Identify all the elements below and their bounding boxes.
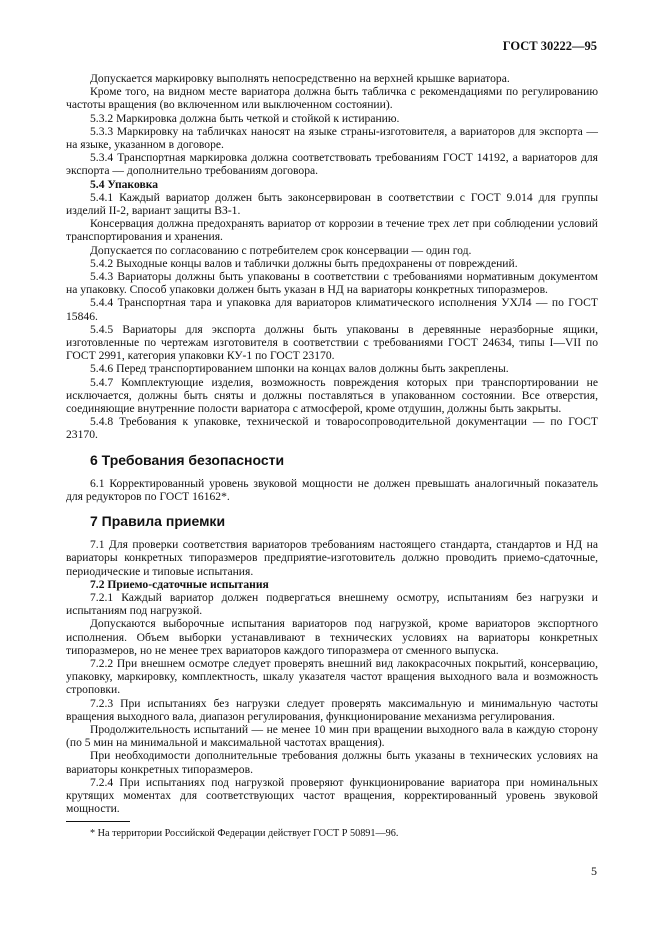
paragraph: 7.1 Для проверки соответствия вариаторов требованиям настоящего стандарта, стандартов и НД на вариаторы конкретных типоразмеров предприятие-изготовитель должно проводить приемо-сдаточные, периодические и типовые испытания. (66, 538, 598, 578)
paragraph: 7.2.1 Каждый вариатор должен подвергаться внешнему осмотру, испытаниям без нагрузки и испытаниям под нагрузкой. (66, 590, 598, 618)
paragraph: 5.4.6 Перед транспортированием шпонки на концах валов должны быть закреплены. (90, 362, 509, 376)
footnote: * На территории Российской Федерации действует ГОСТ Р 50891—96. (90, 828, 399, 840)
paragraph: 6.1 Корректированный уровень звуковой мощности не должен превышать аналогичный показатель для редукторов по ГОСТ 16162*. (66, 476, 598, 503)
paragraph: Продолжительность испытаний — не менее 10 мин при вращении выходного вала в каждую сторону (по 5 мин на минимальной и максимальной частотах вращения). (66, 722, 598, 750)
paragraph: 5.4.3 Вариаторы должны быть упакованы в соответствии с требованиями нормативным документом на упаковку. Способ упаковки должен быть указан в НД на вариаторы конкретных типоразмеров. (66, 270, 598, 297)
subsection-heading: 5.4 Упаковка (90, 177, 159, 191)
paragraph: Допускается маркировку выполнять непосредственно на верхней крышке вариатора. (90, 72, 510, 85)
section-heading: 6 Требования безопасности (90, 451, 285, 468)
paragraph: 5.4.1 Каждый вариатор должен быть законсервирован в соответствии с ГОСТ 9.014 для группы изделий II-2, вариант защиты ВЗ-1. (66, 190, 598, 218)
paragraph: 7.2.4 При испытаниях под нагрузкой проверяют функционирование вариатора при номинальных крутящих моментах для соответствующих частот вращения, корректированный уровень звуковой мощности. (66, 775, 598, 816)
paragraph: Допускается по согласованию с потребителем срок консервации — один год. (90, 243, 472, 257)
paragraph: 5.4.4 Транспортная тара и упаковка для вариаторов климатического исполнения УХЛ4 — по ГОСТ 15846. (66, 296, 598, 323)
paragraph: 5.4.8 Требования к упаковке, технической и товаросопроводительной документации — по ГОСТ 23170. (66, 415, 598, 442)
paragraph: 5.3.4 Транспортная маркировка должна соответствовать требованиям ГОСТ 14192, а вариаторов для экспорта — дополнительно требованиям договора. (66, 151, 598, 178)
paragraph: При необходимости дополнительные требования должны быть указаны в технических условиях на вариаторы конкретных типоразмеров. (66, 749, 598, 776)
paragraph: 5.4.5 Вариаторы для экспорта должны быть упакованы в деревянные неразборные ящики, изготовленные по чертежам изготовителя в соответствии с требованиями ГОСТ 24634, типы I—VII по ГОСТ 2991, категория упаковки КУ-1 по ГОСТ 23170. (66, 322, 598, 363)
paragraph: 5.4.7 Комплектующие изделия, возможность повреждения которых при транспортировании не исключается, должны быть сняты и должны поставляться в упакованном состоянии. Все отверстия, соединяющие внутренние полости вариатора с атмосферой, кроме отдушин, должны быть закрыты. (66, 375, 598, 416)
section-heading: 7 Правила приемки (90, 513, 226, 530)
paragraph: 7.2.3 При испытаниях без нагрузки следует проверять максимальную и минимальную частоты вращения выходного вала, диапазон регулирования, функционирование механизма регулирования. (66, 696, 598, 723)
paragraph: 7.2.2 При внешнем осмотре следует проверять внешний вид лакокрасочных покрытий, консервацию, упаковку, маркировку, комплектность, шкалу указателя частот вращения выходного вала и возможность строповки. (66, 656, 598, 697)
subsection-heading: 7.2 Приемо-сдаточные испытания (90, 577, 269, 591)
text-blocks (66, 72, 598, 815)
page-number: 5 (591, 864, 597, 878)
paragraph: 5.3.2 Маркировка должна быть четкой и стойкой к истиранию. (90, 111, 400, 125)
paragraph: Допускаются выборочные испытания вариаторов под нагрузкой, кроме вариаторов экспортного исполнения. Объем выборки устанавливают в технических условиях на вариаторы конкретных типоразмеров, но не менее трех вариаторов каждого типоразмера от сменного выпуска. (66, 617, 598, 657)
footnote-divider (66, 821, 130, 822)
document-body (66, 72, 598, 840)
paragraph: Консервация должна предохранять вариатор от коррозии в течение трех лет при соблюдении условий транспортирования и хранения. (66, 217, 598, 244)
paragraph: Кроме того, на видном месте вариатора должна быть табличка с рекомендациями по регулированию частоты вращения (во включенном или выключенном состоянии). (66, 85, 598, 112)
paragraph: 5.3.3 Маркировку на табличках наносят на языке страны-изготовителя, а вариаторов для экспорта — на языке, указанном в договоре. (66, 124, 598, 152)
document-header: ГОСТ 30222—95 (502, 39, 597, 53)
paragraph: 5.4.2 Выходные концы валов и таблички должны быть предохранены от повреждений. (90, 256, 518, 270)
